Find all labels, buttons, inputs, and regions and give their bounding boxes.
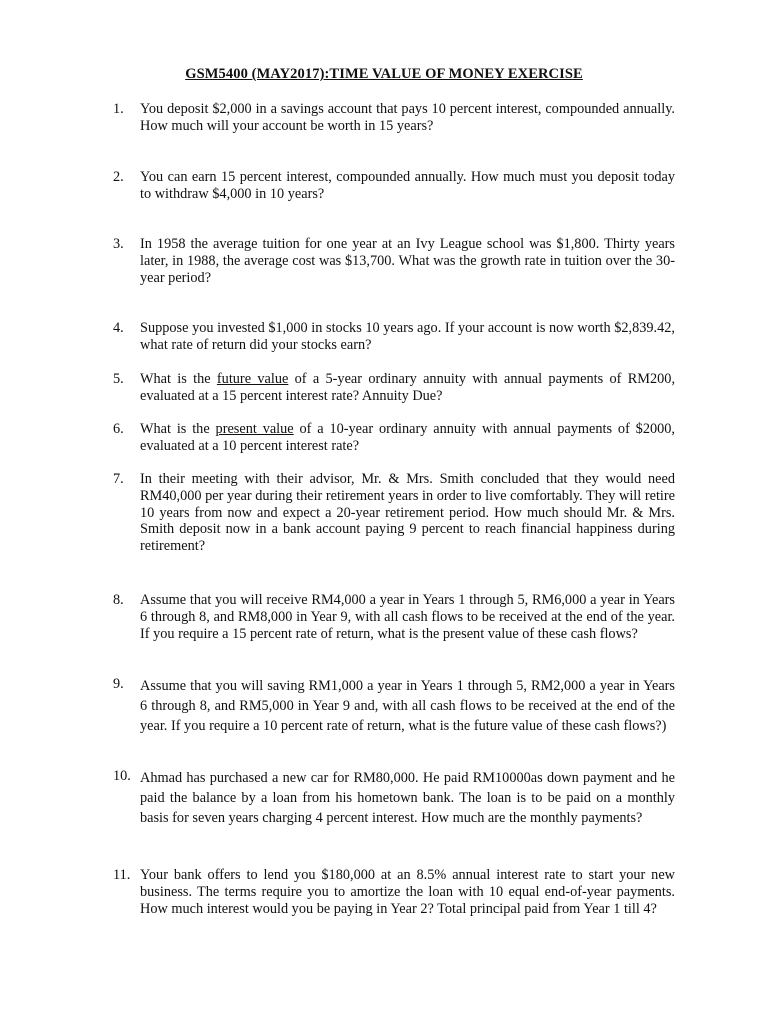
question-text: In 1958 the average tuition for one year at an Ivy League school was $1,800. Thirty years later, in 1988, the average cost was $13,700. What was the growth rate in tuition over the 30-year period? [140, 236, 675, 286]
question-number: 11. [113, 867, 131, 883]
question-7 [113, 471, 675, 555]
question-5 [113, 371, 675, 405]
question-text: In their meeting with their advisor, Mr. & Mrs. Smith concluded that they would need RM40,000 per year during their retirement years in order to live comfortably. They will retire 10 years from now and expect a 20-year retirement period. How much should Mr. & Mrs. Smith deposit now in a bank account paying 9 percent to reach financial happiness during retirement? [140, 471, 675, 555]
question-text: Suppose you invested $1,000 in stocks 10 years ago. If your account is now worth $2,839.42, what rate of return did your stocks earn? [140, 320, 675, 353]
question-text [140, 421, 675, 455]
question-text: You deposit $2,000 in a savings account that pays 10 percent interest, compounded annually. How much will your account be worth in 15 years? [140, 101, 675, 134]
question-10 [113, 768, 675, 828]
question-4 [113, 320, 675, 354]
question-text-pre: What is the [140, 421, 216, 437]
question-number: 2. [113, 169, 124, 185]
question-text: Assume that you will saving RM1,000 a year in Years 1 through 5, RM2,000 a year in Years 6 through 8, and RM5,000 in Year 9 and, with all cash flows to be received at the end of the year. If you require a 10 percent rate of return, what is the future value of these cash flows?) [140, 678, 675, 734]
question-number: 3. [113, 236, 124, 252]
question-text-pre: What is the [140, 371, 217, 387]
question-number: 7. [113, 471, 124, 487]
document-title: GSM5400 (MAY2017):TIME VALUE OF MONEY EXERCISE [185, 66, 583, 82]
question-6 [113, 421, 675, 455]
question-number: 1. [113, 101, 124, 117]
question-8 [113, 592, 675, 642]
question-text [140, 371, 675, 405]
question-number: 9. [113, 676, 124, 692]
question-text-post: of a 5-year ordinary annuity with annual payments of RM200, evaluated at a 15 percent interest rate? Annuity Due? [140, 371, 676, 404]
question-number: 5. [113, 371, 124, 387]
question-number: 8. [113, 592, 124, 608]
question-number: 4. [113, 320, 124, 336]
question-3 [113, 236, 675, 286]
question-number: 6. [113, 421, 124, 437]
question-text: Your bank offers to lend you $180,000 at an 8.5% annual interest rate to start your new business. The terms require you to amortize the loan with 10 equal end-of-year payments. How much interest would you be paying in Year 2? Total principal paid from Year 1 till 4? [140, 867, 675, 917]
underlined-term: future value [216, 371, 289, 387]
underlined-term: present value [215, 421, 294, 437]
question-1 [113, 101, 675, 135]
question-9 [113, 676, 675, 736]
question-2 [113, 169, 675, 203]
question-text: You can earn 15 percent interest, compounded annually. How much must you deposit today to withdraw $4,000 in 10 years? [140, 169, 675, 202]
question-text: Assume that you will receive RM4,000 a year in Years 1 through 5, RM6,000 a year in Years 6 through 8, and RM8,000 in Year 9, with all cash flows to be received at the end of the year. If you require a 15 percent rate of return, what is the present value of these cash flows? [140, 592, 675, 642]
question-text-post: of a 10-year ordinary annuity with annual payments of $2000, evaluated at a 10 percent interest rate? [140, 421, 675, 454]
question-text: Ahmad has purchased a new car for RM80,000. He paid RM10000as down payment and he paid the balance by a loan from his hometown bank. The loan is to be paid on a monthly basis for seven years charging 4 percent interest. How much are the monthly payments? [140, 770, 675, 826]
question-number: 10. [113, 768, 131, 784]
question-11 [113, 867, 675, 917]
